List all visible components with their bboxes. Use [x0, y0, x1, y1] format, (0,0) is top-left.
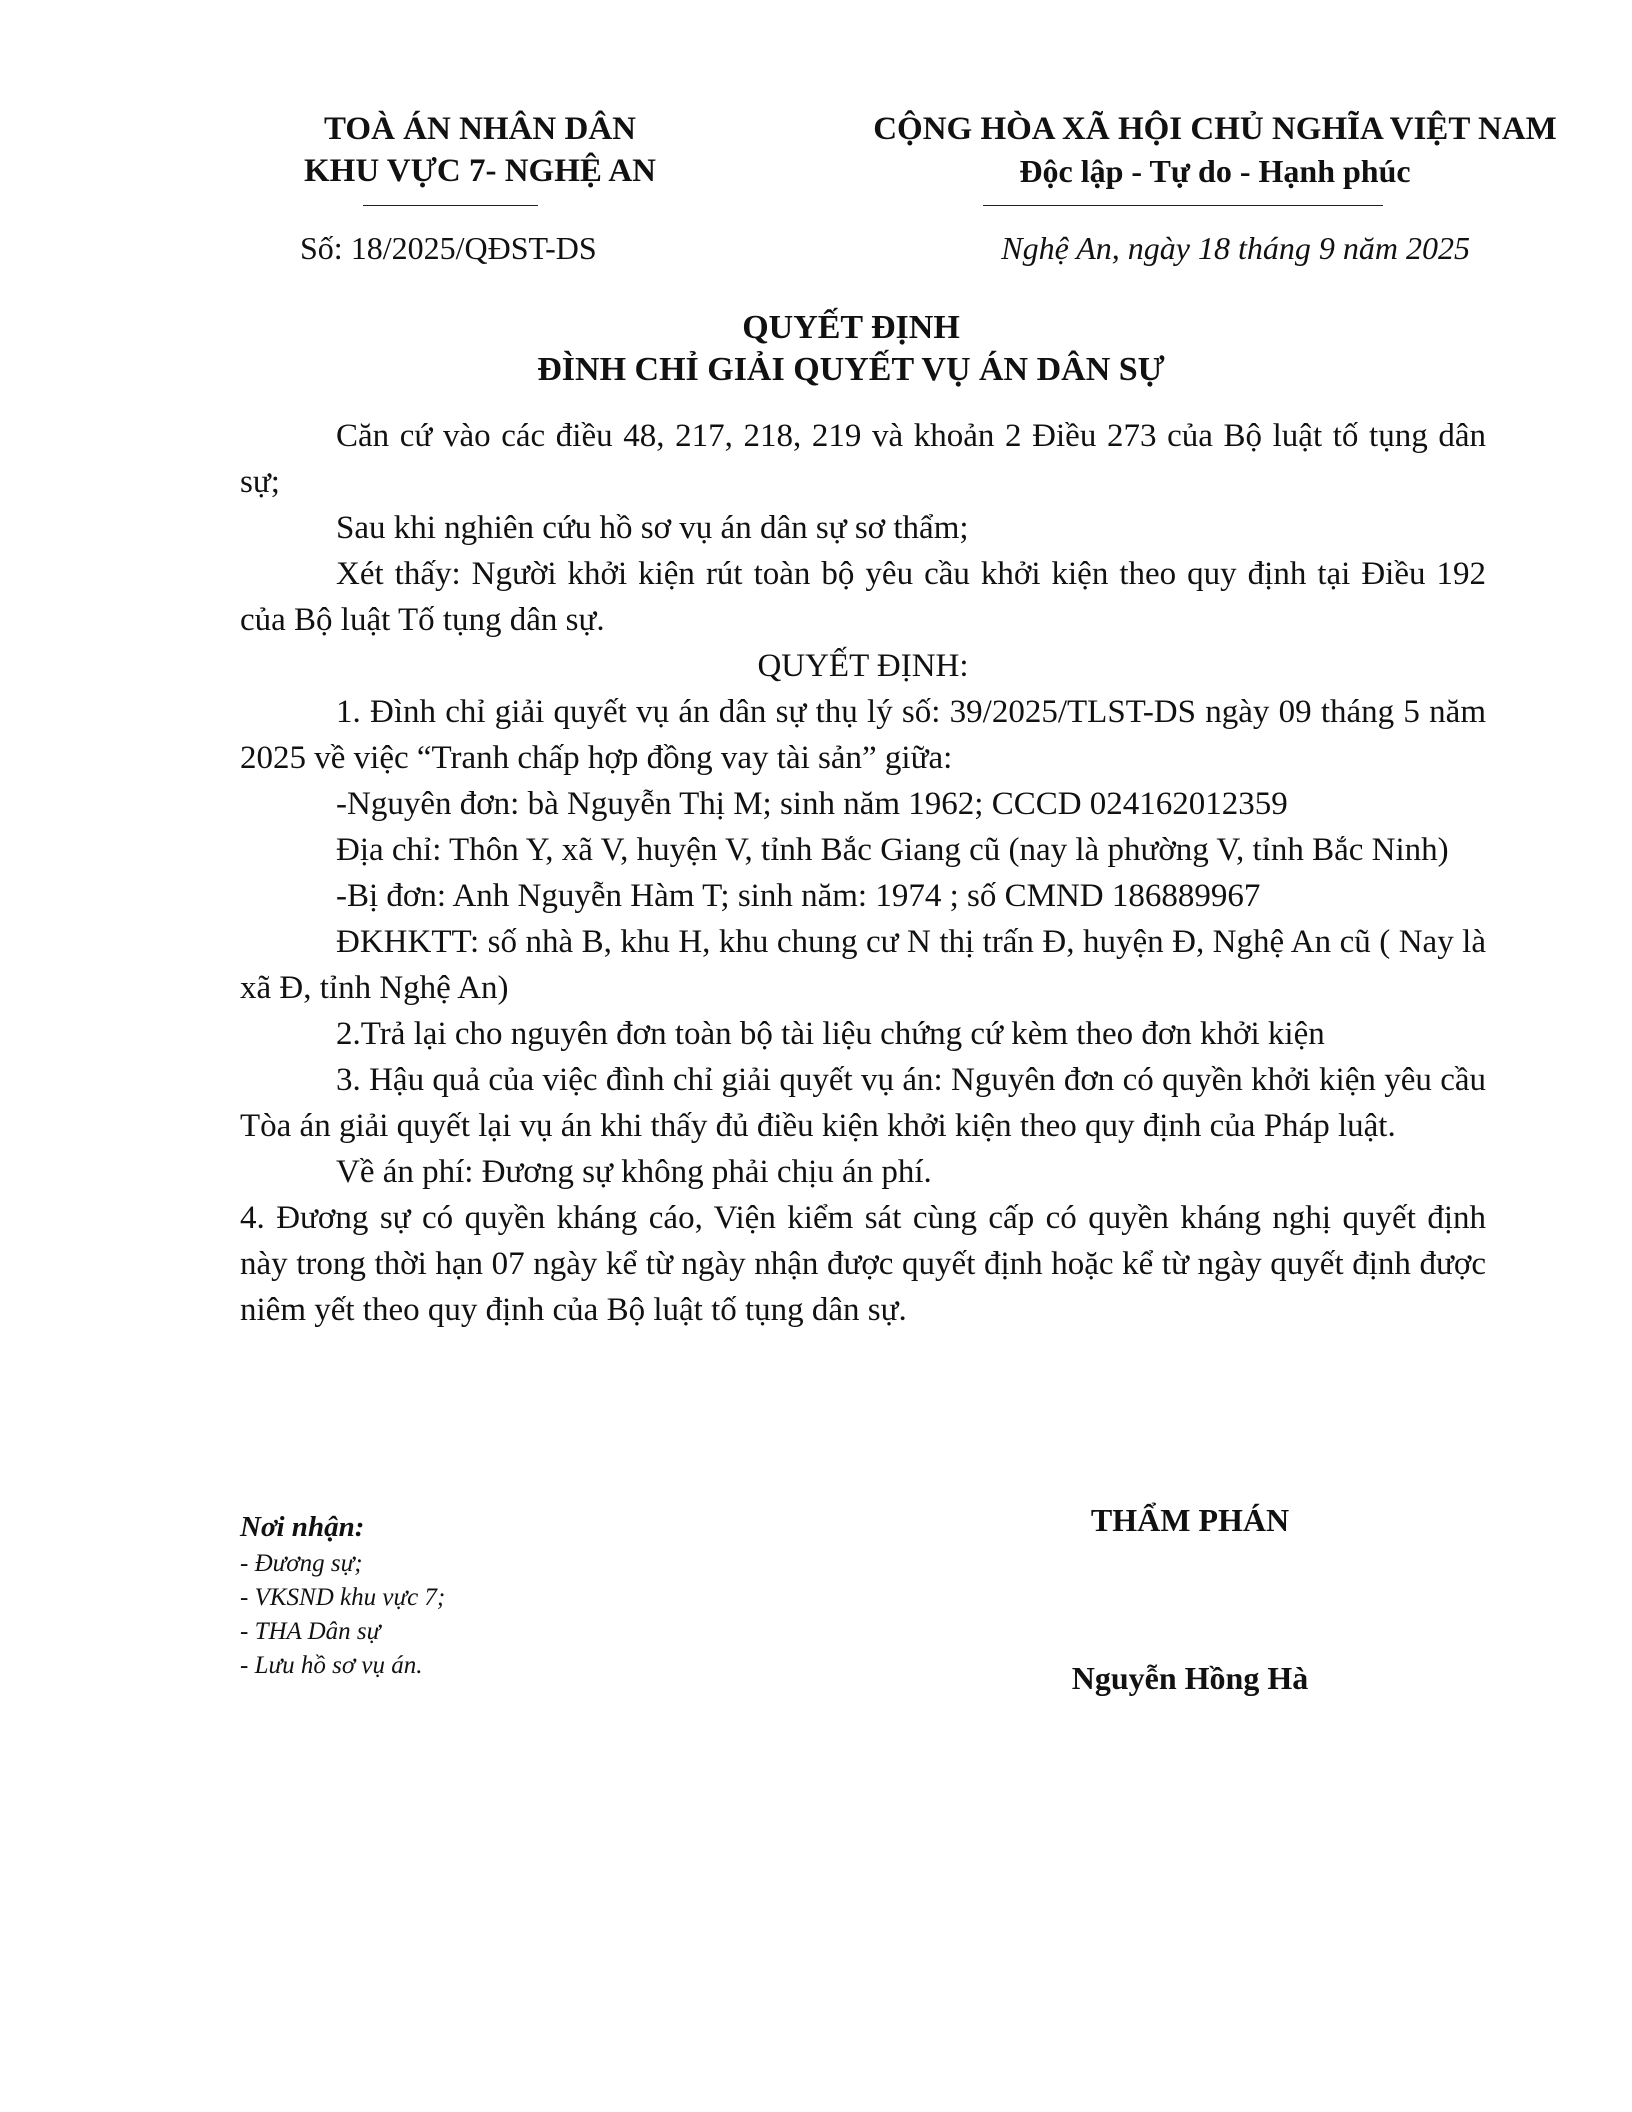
defendant-line: -Bị đơn: Anh Nguyễn Hàm T; sinh năm: 1974 ; số CMND 186889967: [336, 878, 1261, 914]
legal-basis-paragraph: Căn cứ vào các điều 48, 217, 218, 219 và khoản 2 Điều 273 của Bộ luật tố tụng dân sự;: [240, 418, 1486, 500]
decision-item-1: 1. Đình chỉ giải quyết vụ án dân sự thụ lý số: 39/2025/TLST-DS ngày 09 tháng 5 năm 2025 về việc “Tranh chấp hợp đồng vay tài sản” giữa:: [240, 694, 1486, 776]
recipient-item: - Đương sự;: [240, 1550, 363, 1577]
title-line-1: QUYẾT ĐỊNH: [742, 309, 960, 346]
national-header: [830, 108, 1600, 192]
decision-item-3: 3. Hậu quả của việc đình chỉ giải quyết vụ án: Nguyên đơn có quyền khởi kiện yêu cầu Tòa án giải quyết lại vụ án khi thấy đủ điều kiện khởi kiện theo quy định của Pháp luật.: [240, 1062, 1486, 1144]
national-title: CỘNG HÒA XÃ HỘI CHỦ NGHĨA VIỆT NAM: [873, 111, 1557, 147]
signature-title: THẨM PHÁN: [1090, 1502, 1290, 1538]
recipient-item: - THA Dân sự: [240, 1618, 381, 1645]
decision-heading: QUYẾT ĐỊNH:: [757, 648, 969, 684]
national-motto: Độc lập - Tự do - Hạnh phúc: [1019, 153, 1411, 189]
review-paragraph: Sau khi nghiên cứu hồ sơ vụ án dân sự sơ thẩm;: [336, 510, 969, 546]
defendant-address: ĐKHKTT: số nhà B, khu H, khu chung cư N thị trấn Đ, huyện Đ, Nghệ An cũ ( Nay là xã Đ, tỉnh Nghệ An): [240, 924, 1486, 1006]
court-header: [260, 108, 700, 192]
recipients-heading: Nơi nhận:: [240, 1511, 365, 1543]
document-number: Số: 18/2025/QĐST-DS: [300, 230, 597, 266]
recipients-block: [240, 1507, 760, 1683]
document-title: [216, 307, 1486, 391]
plaintiff-address: Địa chỉ: Thôn Y, xã V, huyện V, tỉnh Bắc Giang cũ (nay là phường V, tỉnh Bắc Ninh): [336, 832, 1449, 868]
court-region: KHU VỰC 7- NGHỆ AN: [303, 153, 656, 189]
place-and-date: Nghệ An, ngày 18 tháng 9 năm 2025: [1001, 230, 1470, 266]
recipients-list: [240, 1547, 760, 1683]
decision-item-4: 4. Đương sự có quyền kháng cáo, Viện kiểm sát cùng cấp có quyền kháng nghị quyết định này trong thời hạn 07 ngày kể từ ngày nhận được quyết định hoặc kể từ ngày quyết định được niêm yết theo quy định của Bộ luật tố tụng dân sự.: [240, 1200, 1486, 1328]
court-name: TOÀ ÁN NHÂN DÂN: [324, 111, 636, 147]
court-fee-line: Về án phí: Đương sự không phải chịu án phí.: [336, 1154, 932, 1190]
title-line-2: ĐÌNH CHỈ GIẢI QUYẾT VỤ ÁN DÂN SỰ: [537, 351, 1165, 388]
decision-item-2: 2.Trả lại cho nguyên đơn toàn bộ tài liệu chứng cứ kèm theo đơn khởi kiện: [336, 1016, 1325, 1052]
plaintiff-line: -Nguyên đơn: bà Nguyễn Thị M; sinh năm 1962; CCCD 024162012359: [336, 786, 1288, 822]
signer-name: Nguyễn Hồng Hà: [1071, 1660, 1309, 1696]
finding-paragraph: Xét thấy: Người khởi kiện rút toàn bộ yêu cầu khởi kiện theo quy định tại Điều 192 của Bộ luật Tố tụng dân sự.: [240, 556, 1486, 638]
court-header-underline: [363, 205, 538, 206]
document-body: [240, 413, 1486, 1333]
recipient-item: - Lưu hồ sơ vụ án.: [240, 1652, 423, 1679]
national-header-underline: [983, 205, 1383, 206]
recipient-item: - VKSND khu vực 7;: [240, 1584, 446, 1611]
